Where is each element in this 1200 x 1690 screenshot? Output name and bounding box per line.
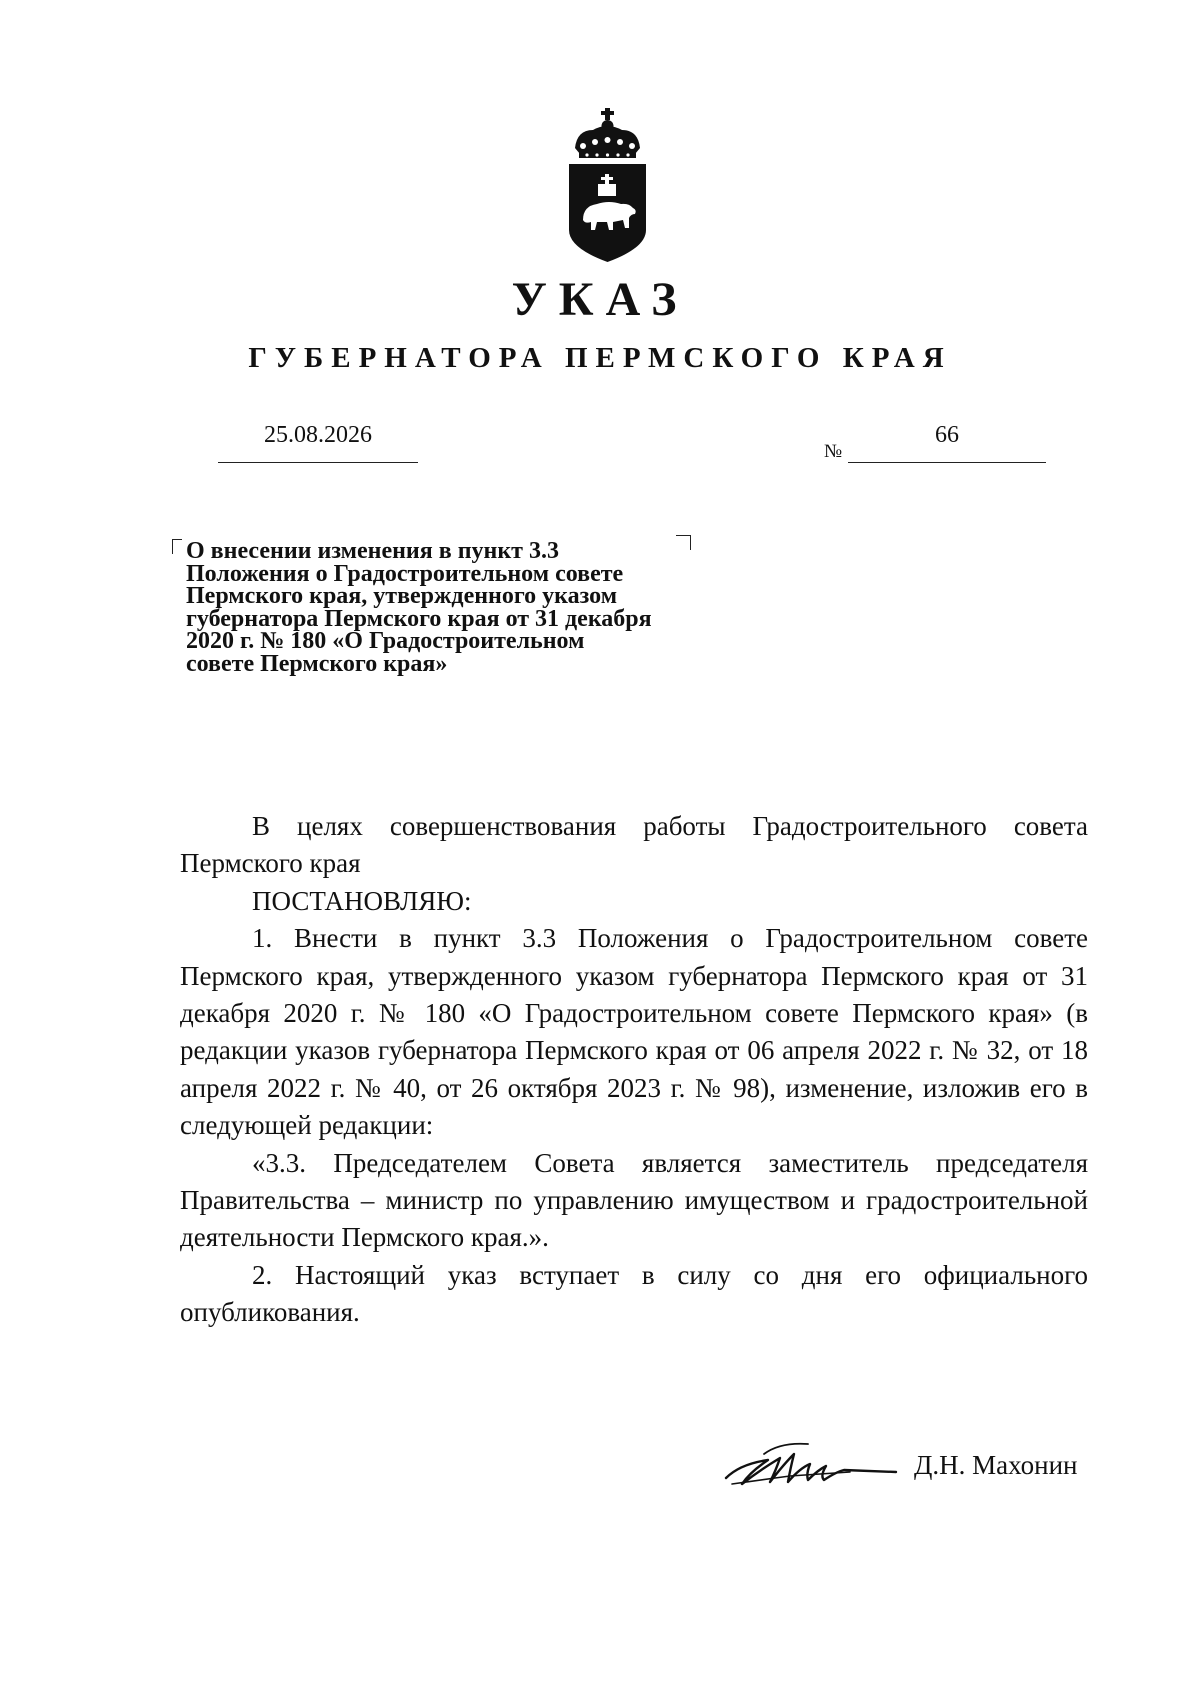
number-label: № (824, 441, 843, 462)
heading-line: Положения о Градостроительном совете (186, 560, 624, 587)
document-subtitle: ГУБЕРНАТОРА ПЕРМСКОГО КРАЯ (248, 342, 952, 374)
number-underline (848, 462, 1046, 463)
heading-line: Пермского края, утвержденного указом (186, 583, 618, 610)
item-1-paragraph: 1. Внести в пункт 3.3 Положения о Градостроительном совете Пермского края, утвержденного указом губернатора Пермского края от 31 декабря 2020 г. № 180 «О Градостроительном совете Пермского края» (в редакции указов губернатора Пермского края от 06 апреля 2022 г. № 32, от 18 апреля 2022 г. № 40, от 26 октября 2023 г. № 98), изменение, изложив его в следующей редакции: (180, 923, 1088, 1141)
quote-paragraph: «3.3. Председателем Совета является заместитель председателя Правительства – министр по управлению имуществом и градостроительной деятельности Пермского края.». (180, 1147, 1088, 1253)
heading-line: О внесении изменения в пункт 3.3 (186, 538, 559, 564)
item-2-paragraph: 2. Настоящий указ вступает в силу со дня его официального опубликования. (180, 1259, 1088, 1328)
heading-line: совете Пермского края» (186, 650, 448, 677)
date-underline (218, 462, 418, 463)
resolve-paragraph: ПОСТАНОВЛЯЮ: (252, 885, 472, 916)
intro-paragraph: В целях совершенствования работы Градостроительного совета Пермского края (180, 811, 1088, 879)
heading-line: губернатора Пермского края от 31 декабря (186, 605, 652, 632)
decree-date: 25.08.2026 (264, 422, 372, 448)
heading-corner-left (172, 539, 182, 554)
document-title: УКАЗ (511, 273, 689, 326)
decree-heading (186, 540, 746, 676)
coat-of-arms-icon (565, 108, 650, 262)
heading-line: 2020 г. № 180 «О Градостроительном (186, 628, 585, 655)
decree-body (180, 808, 1088, 1332)
signer-name: Д.Н. Махонин (914, 1450, 1078, 1480)
handwritten-signature-icon (720, 1430, 900, 1500)
decree-number: 66 (935, 422, 959, 448)
